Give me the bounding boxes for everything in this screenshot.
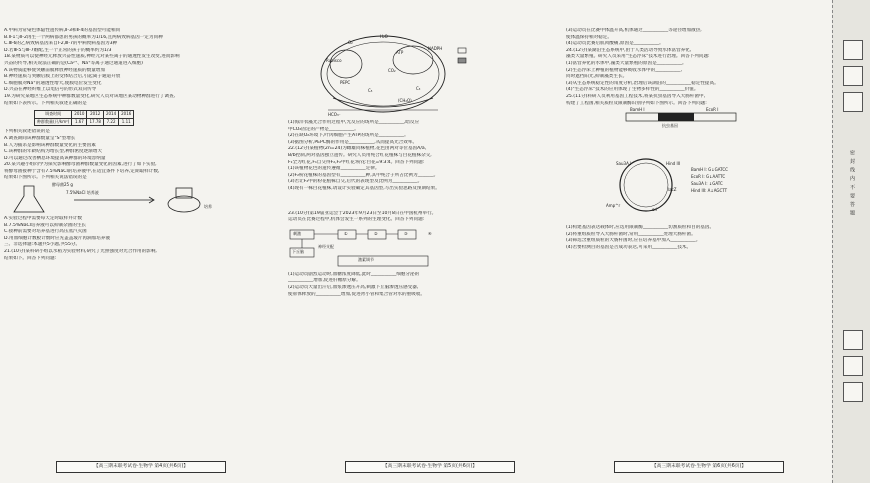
text-line: B.Ⅱ-1与Ⅱ-2再生一个两病都患的男孩的概率为1/16,且两病致病基因一定为同种 [4,34,163,40]
diagram-label: HCO₃⁻ [328,112,341,117]
text-line: (2)在缺O₂环境下,叶肉细胞产生ATP的场所是___________。 [288,133,409,139]
seal-box [843,330,863,350]
page-5 [288,28,558,458]
text-line: 兴奋的传导,相关说法正确的是(Ca²⁺、Na⁺等离子通过通道进入细胞) [4,60,143,66]
text-line: 21.(10分)某科研小组以水稻为实验材料,研究了光照强度对光合作用的影响, [4,249,157,255]
table-cell: 2012 [87,111,103,119]
text-line: D.可以通过改善栖息环境提高该种群的环境容纳量 [4,155,106,161]
table-cell: 2010 [72,111,87,119]
page-4 [4,28,272,458]
text-line: C.接种前需要对培养基进行高压蒸汽灭菌 [4,229,87,235]
binding-label: 密 封 线 内 不 要 答 题 [849,150,855,217]
text-line: (4)运动员比赛后肌肉酸痛,原因是___________。 [566,41,664,47]
table-row [35,118,134,126]
population-table [34,110,134,126]
text-line: 构建了工程菌,相关质粒及限制酶识别序列如下图所示。回答下列问题: [566,100,707,106]
table-cell: 1.11 [119,118,134,126]
page-4-footer: 【高三期末联考试卷·生物学 第4页(共6页)】 [56,461,226,473]
flow-label: ③ [404,230,408,236]
text-line: C.该种群的年龄结构为增长型,种群密度逐渐增大 [4,149,103,155]
text-line: 同时遮挡阳光,抑制藻类生长。 [566,74,628,80]
text-line: (4)若要检测目的基因是否成功表达,可采用___________技术。 [566,244,692,250]
plasmid-label: EcoR I [706,107,719,113]
text-line: 使垂体释放的___________增加,促进肾小管和集合管对水的重吸收。 [288,291,425,297]
page-6-footer: 【高三期末联考试卷·生物学 第6页(共6页)】 [614,461,784,473]
page-6 [566,28,828,458]
text-line: (1)构建基因表达载体时,应选用限制酶___________切割质粒和目的基因。 [566,225,715,231]
flow-label: ① [344,230,348,236]
seal-box [843,356,863,376]
text-line: B.人为捕杀是影响该种群数量变化的主要因素 [4,142,96,148]
text-line: 三、非选择题:本题共5小题,共55分。 [4,242,81,248]
text-line: F₁全为红花,F₁自交得F₂,F₂中红花∶粉花∶白花=9∶3∶4。回答下列问题: [288,159,425,165]
seal-box [843,66,863,86]
seal-box [843,92,863,112]
page-5-footer: 【高三期末联考试卷·生物学 第5页(共6页)】 [345,461,515,473]
flow-label: 刺激 [293,230,301,236]
text-line: (4)"生态浮床"技术的应用体现了生物多样性的___________价值。 [566,87,699,93]
plasmid-figure [566,107,828,225]
diagram-label: PEPC [340,80,351,85]
text-line: D.用血细胞计数板计数时应先盖盖玻片再滴加培养液 [4,235,111,241]
diagram-label: O₂ [348,40,353,45]
text-line: (2)运动员大量出汗后,血浆渗透压升高,刺激下丘脑渗透压感受器, [288,284,419,290]
restriction-site: Sau3A I: ↓GATC [691,181,723,187]
flow-label: 激素调节 [358,256,374,262]
figure-label: 酵母菌25 g [52,182,73,188]
text-line: 使体温保持相对稳定。 [566,34,612,40]
flow-chart [288,226,558,270]
text-line: 19.为研究某地区生态系统中种群数量变化,研究人员对该地区某动物种群进行了调查, [4,93,176,99]
text-line: B.神经递质与突触后膜上的受体结合后,引起离子通道开放 [4,74,121,80]
text-line: (3)运动员在比赛中体温升高,机体通过___________等途径增加散热, [566,28,702,33]
text-line: 18.某物质可以使神经元释放兴奋性递质,神经元对某些离子的通透性发生改变,进而影响 [4,54,180,60]
text-line: 23.(10分)第19届亚运会于2023年9月23日至10月8日在中国杭州举行。 [288,210,437,216]
photosynthesis-diagram [288,28,558,120]
plasmid-label: BamH I [630,107,645,113]
text-line: C.细胞膜对Na⁺的通透性增大,使膜电位发生变化 [4,80,102,86]
restriction-site: BamH I: G↓GATCC [691,167,728,173]
text-line: A.该物质能够使突触前膜释放神经递质的数量增加 [4,67,105,73]
seal-box [843,382,863,402]
text-line: D.兴奋在神经纤维上以电信号的形式双向传导 [4,87,97,93]
diagram-label: NADPH [428,46,443,51]
table-cell: 7.22 [103,118,118,126]
diagram-label: ATP [396,50,404,55]
flow-label: 神经支配 [318,243,334,249]
text-line: 藻类大量繁殖。研究人员采用"生态浮床"技术进行治理。回答下列问题: [566,54,710,60]
chloroplast-svg [288,28,558,120]
text-line: (2)F₂粉花植株的基因型有___________种,其中纯合子所占比例为_______。 [288,172,439,178]
text-line: 结果如下图所示。下列相关说法错误的是 [4,175,87,181]
restriction-site: EcoR I: G↓AATTC [691,174,726,180]
diagram-label: C₅ [368,88,373,93]
text-line: (4)现有一株白花植株,请设计实验确定其基因型,写出实验思路及预期结果。 [288,185,440,191]
binding-margin [832,0,870,483]
diagram-label: CO₂ [388,68,396,73]
flask-figure [4,182,272,216]
plasmid-label: 抗虫基因 [662,123,678,129]
diagram-label: (CH₂O) [398,98,412,103]
plasmid-svg [566,107,826,225]
text-line: (3)筛选含重组质粒的大肠杆菌时,应在培养基中加入___________。 [566,238,701,244]
text-line: B/b控制,两对基因独立遗传。研究人员用纯合红花植株与白花植株杂交, [288,152,432,158]
diagram-label: H₂O [380,34,388,39]
table-cell: 2014 [103,111,118,119]
text-line: A.调查期间该种群数量呈"S"型增长 [4,135,76,141]
table-cell: 17.78 [87,118,103,126]
table-cell: 2016 [119,111,134,119]
text-line: C.Ⅲ-6的乙病致病基因来自Ⅰ-2,Ⅲ-7的甲病致病基因为3种 [4,41,118,47]
text-line: 结果如下。回答下列问题: [4,255,57,261]
text-line: (1)海洋衣藻光合作用过程中,光反应的场所是___________,暗反应 [288,120,420,125]
flask-diagram [4,182,234,216]
plasmid-label: lacZ [668,187,677,193]
text-line: (3)据图分析,PEPC酶的作用是___________,从而提高光合效率。 [288,139,418,145]
text-line: 下列相关叙述错误的是 [4,129,50,135]
figure-label: 培养 [204,204,212,210]
text-line: B.7.5%NaCl培养液可以抑制杂菌的生长 [4,222,87,228]
figure-label: 7.5%NaCl 培养液 [66,190,99,196]
plasmid-label: Amp^r [606,203,621,209]
text-line: 25.(11分)科研人员利用基因工程技术,将某抗虫基因导入大肠杆菌中, [566,93,706,99]
text-line: 结果如下表所示。下列相关叙述正确的是 [4,100,87,106]
plasmid-label: Hind III [666,161,681,167]
diagram-label: C₃ [416,86,421,91]
text-line: 24.(12分)某湖泊生态系统中,由于人类活动导致水体富营养化, [566,47,692,53]
text-line: (1)运动员剧烈运动时,血糖浓度降低,此时___________细胞分泌的 [288,271,420,277]
text-line: 22.(12分)某植物(2n=24)为雌雄同株植物,花色由两对等位基因A/a、 [288,146,430,152]
text-line: 运动员在比赛过程中,机体会发生一系列的生理变化。回答下列问题: [288,217,425,223]
text-line: A.甲病为常染色体隐性遗传病,Ⅱ-3和Ⅱ-4的基因型可能相同 [4,28,121,33]
restriction-site: Hind III: A↓AGCTT [691,188,728,194]
table-cell: 1.67 [72,118,87,126]
spacer [288,193,558,211]
text-line: ___________增加,促进肝糖原分解。 [288,278,361,284]
table-cell: 调查时间 [35,111,72,119]
text-line: (1)富营养化的水体中,藻类大量繁殖的原因是___________。 [566,60,687,66]
text-line: 将酵母菌接种于含有7.5%NaCl的培养液中,在适宜条件下培养,定期取样计数, [4,168,160,174]
table-row [35,111,134,119]
text-line: 20.某兴趣小组同学为探究影响酵母菌种群数量变化的因素,进行了如下实验, [4,162,157,168]
text-line: (2)生态浮床上种植的植物能够吸收水体中的___________, [566,67,682,73]
text-line: (1)该植物花色的遗传遵循___________定律。 [288,166,380,172]
seal-box [843,40,863,60]
flow-label: ② [374,230,378,236]
text-line: (2)将重组质粒导入大肠杆菌时,常用___________处理大肠杆菌。 [566,231,696,237]
flow-label: ④ [428,230,432,236]
flow-label: 下丘脑 [292,248,304,254]
text-line: (3)从生态系统稳定性的角度分析,治理后该湖泊的___________稳定性提高。 [566,80,719,86]
text-line: 中CO₂固定的产物是___________。 [288,126,359,132]
diagram-label: Rubisco [326,58,342,63]
text-line: A.实验过程中需要每天定时取样并计数 [4,216,83,222]
text-line: (3)若让F₂中的粉花植株自交,后代的表现型及比例为___________。 [288,179,423,185]
table-cell: 种群数量(只/km²) [35,118,72,126]
text-line: D.若Ⅲ-5与Ⅲ-7婚配,生一个正常的孩子的概率约为1/3 [4,47,112,53]
plasmid-label: Sau3A I [616,161,632,167]
plasmid-label: ori [652,207,658,213]
